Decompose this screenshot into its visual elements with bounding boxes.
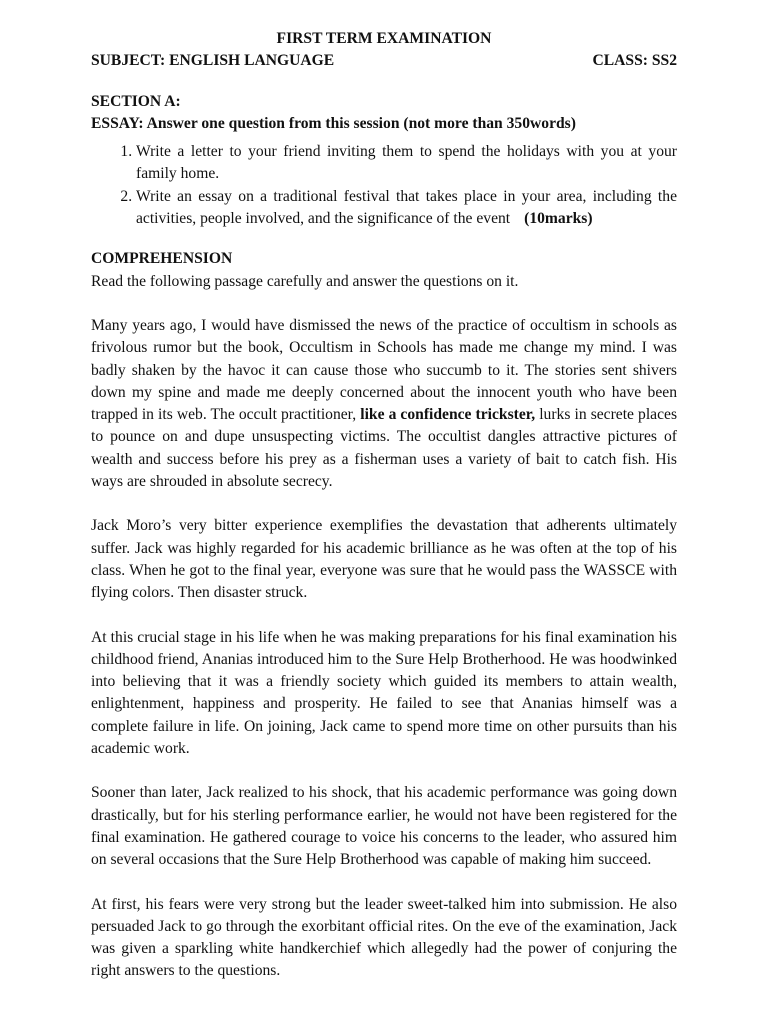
essay-instruction: ESSAY: Answer one question from this session (not more than 350words) bbox=[91, 114, 576, 132]
paragraph-text: Many years ago, I would have dismissed the news of the practice of occultism in schools as frivolous rumor but the book, Occultism in Schools has made me change my mind. I was badly shaken by the havoc it can cause those who succumb to it. The stories sent shivers down my spine and made me deeply concerned about the innocent youth who have been trapped in its web. The occult practitioner, bbox=[91, 316, 677, 424]
bold-phrase: like a confidence trickster, bbox=[360, 406, 536, 424]
subject-class-row bbox=[91, 50, 677, 72]
exam-title: FIRST TERM EXAMINATION bbox=[276, 30, 492, 47]
passage-paragraph-1 bbox=[91, 315, 677, 493]
passage-paragraph-4: Sooner than later, Jack realized to his shock, that his academic performance was going down drastically, but for his sterling performance earlier, he would not have been registered for the final examination. He gathered courage to voice his concerns to the leader, who assured him on several occasions that the Sure Help Brotherhood was capable of making him succeed. bbox=[91, 784, 677, 869]
marks-label: (10marks) bbox=[524, 210, 593, 228]
class-label: CLASS: SS2 bbox=[592, 52, 677, 70]
essay-question-2 bbox=[136, 186, 677, 231]
question-text: Write an essay on a traditional festival that takes place in your area, including the activities, people involved, and the significance of the event bbox=[136, 187, 677, 228]
subject-label: SUBJECT: ENGLISH LANGUAGE bbox=[91, 52, 335, 70]
passage-paragraph-2: Jack Moro’s very bitter experience exemplifies the devastation that adherents ultimately suffer. Jack was highly regarded for his academic brilliance as he was often at the top of his class. When he got to the final year, everyone was sure that he would pass the WASSCE with flying colors. Then disaster struck. bbox=[91, 517, 677, 602]
essay-question-1 bbox=[136, 141, 677, 186]
question-text: Write a letter to your friend inviting them to spend the holidays with you at your family home. bbox=[136, 143, 677, 183]
essay-question-list bbox=[91, 141, 677, 230]
comprehension-instruction: Read the following passage carefully and answer the questions on it. bbox=[91, 272, 519, 290]
comprehension-heading: COMPREHENSION bbox=[91, 250, 233, 268]
section-a-heading: SECTION A: bbox=[91, 92, 181, 110]
passage-paragraph-3: At this crucial stage in his life when he was making preparations for his final examination his childhood friend, Ananias introduced him to the Sure Help Brotherhood. He was hoodwinked into believing that it was a friendly society which guided its members to attain wealth, enlightenment, happiness and prosperity. He failed to see that Ananias himself was a complete failure in life. On joining, Jack came to spend more time on other pursuits than his academic work. bbox=[91, 628, 677, 758]
paragraph-text: lurks in secrete places to pounce on and dupe unsuspecting victims. The occultist dangles attractive pictures of wealth and success before his prey as a fisherman uses a variety of bait to catch fish. His ways are shrouded in absolute secrecy. bbox=[91, 406, 678, 491]
passage-paragraph-5: At first, his fears were very strong but the leader sweet-talked him into submission. He also persuaded Jack to go through the exorbitant official rites. On the eve of the examination, Jack was given a sparkling white handkerchief which allegedly had the power of conjuring the right answers to the questions. bbox=[91, 895, 677, 980]
exam-page bbox=[91, 28, 677, 983]
